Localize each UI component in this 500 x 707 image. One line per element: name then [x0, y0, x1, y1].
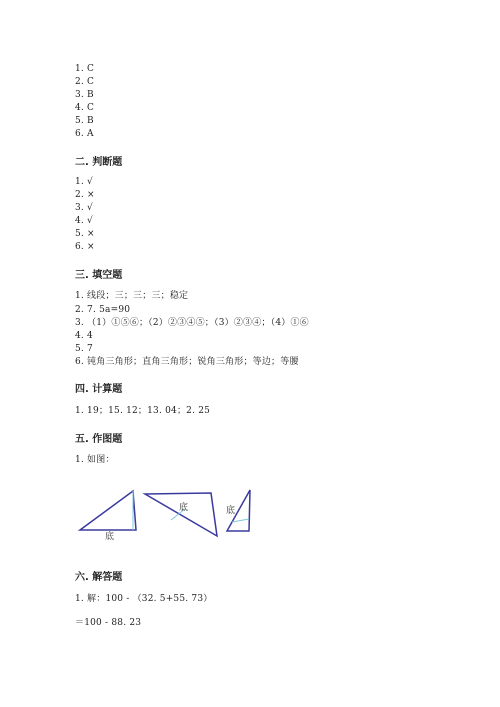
answer-3-2: 2. 7. 5a=90 — [75, 305, 131, 315]
answer-2-6: 6. × — [75, 242, 95, 252]
triangle-3-base-label: 底 — [226, 506, 236, 516]
section-heading-drawing: 五. 作图题 — [75, 434, 123, 445]
triangle-2-base-label: 底 — [179, 503, 189, 513]
answer-6-1-step: ＝100 - 88. 23 — [75, 618, 142, 628]
answer-4-1: 1. 19；15. 12；13. 04；2. 25 — [75, 406, 211, 416]
section-heading-calculation: 四. 计算题 — [75, 384, 123, 395]
answer-1-2: 2. C — [75, 77, 95, 87]
triangle-1-base-label: 底 — [105, 532, 115, 542]
answer-1-6: 6. A — [75, 129, 94, 139]
answer-3-6: 6. 钝角三角形；直角三角形；锐角三角形；等边；等腰 — [75, 357, 299, 367]
answer-2-3: 3. √ — [75, 203, 93, 213]
answer-1-3: 3. B — [75, 90, 94, 100]
answer-2-4: 4. √ — [75, 216, 93, 226]
triangle-1 — [80, 491, 136, 542]
answer-2-5: 5. × — [75, 229, 95, 239]
triangle-3 — [226, 490, 250, 531]
section-heading-word-problems: 六. 解答题 — [75, 572, 123, 583]
answer-3-4: 4. 4 — [75, 331, 93, 341]
section-heading-fill-blank: 三. 填空题 — [75, 270, 123, 281]
answer-6-1: 1. 解：100 - （32. 5+55. 73） — [75, 594, 213, 604]
answer-1-1: 1. C — [75, 64, 95, 74]
section-heading-judgement: 二. 判断题 — [75, 157, 123, 168]
answer-1-4: 4. C — [75, 103, 95, 113]
answer-3-5: 5. 7 — [75, 344, 93, 354]
triangle-1-outline — [80, 491, 136, 530]
answer-3-3: 3. （1）①⑤⑥；（2）②③④⑤；（3）②③④；（4）①⑥ — [75, 318, 309, 328]
answer-2-2: 2. × — [75, 190, 95, 200]
answer-5-1: 1. 如图： — [75, 455, 115, 465]
answer-2-1: 1. √ — [75, 177, 93, 187]
triangle-2-outline — [145, 493, 217, 536]
triangle-2 — [145, 493, 217, 536]
triangle-heights-figure — [75, 485, 265, 545]
answer-1-5: 5. B — [75, 116, 94, 126]
answer-3-1: 1. 线段；三；三；三；稳定 — [75, 291, 189, 301]
triangle-3-height — [232, 519, 249, 522]
